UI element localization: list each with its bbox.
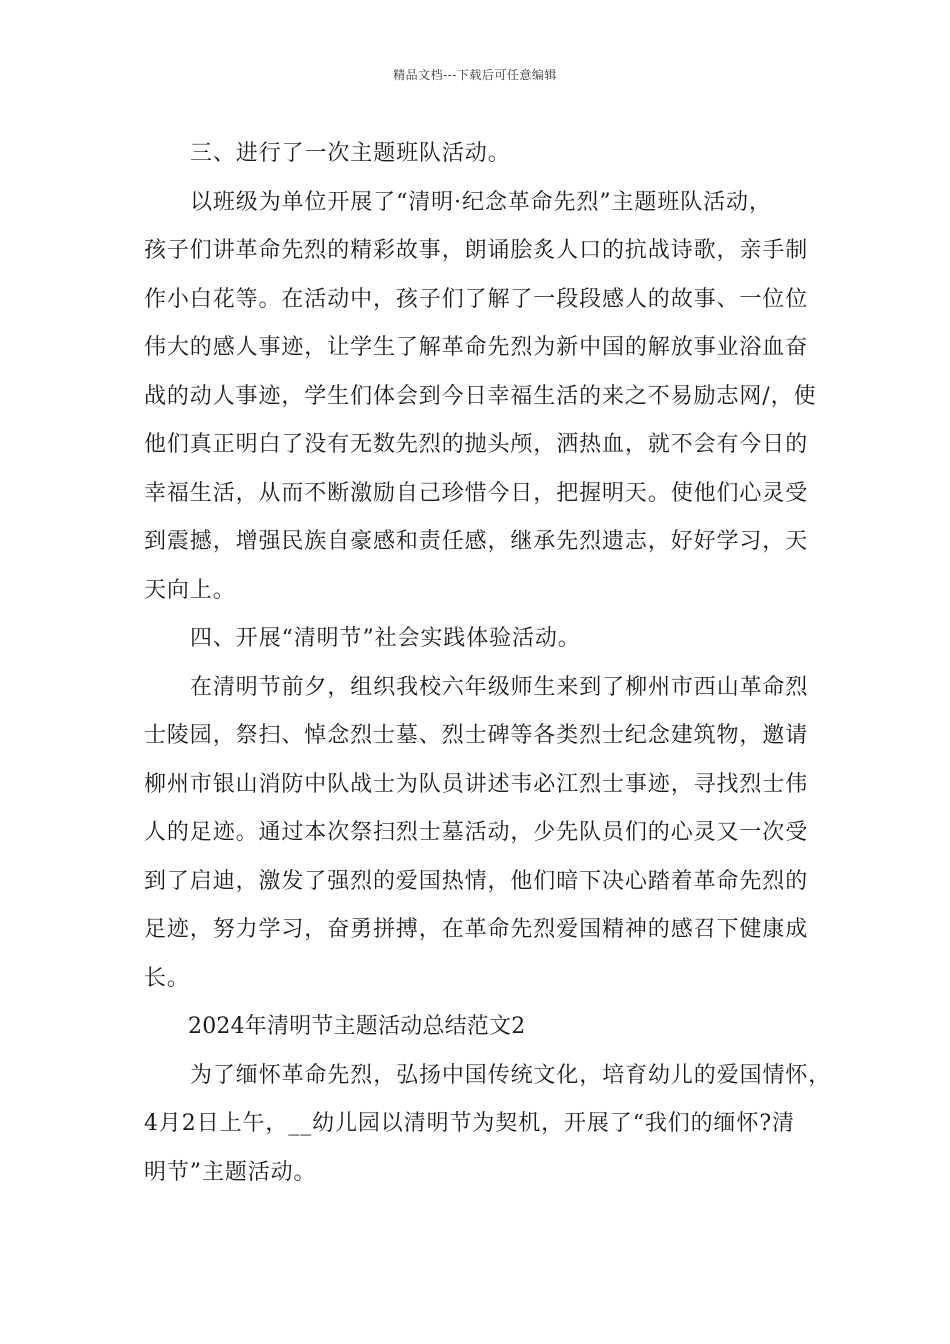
article-title-2: 2024年清明节主题活动总结范文2: [188, 1014, 526, 1039]
page-header: 精品文档---下载后可任意编辑: [393, 68, 557, 82]
paragraph-line: 他们真正明白了没有无数先烈的抛头颅，洒热血，就不会有今日的: [144, 432, 809, 457]
document-body: [144, 130, 832, 1197]
paragraph-line: 孩子们讲革命先烈的精彩故事，朗诵脍炙人口的抗战诗歌，亲手制: [144, 238, 809, 263]
paragraph-line: 以班级为单位开展了“清明·纪念革命先烈”主题班队活动，: [190, 189, 772, 215]
paragraph-line: 到震撼，增强民族自豪感和责任感，继承先烈遗志，好好学习，天: [144, 529, 809, 554]
paragraph-line: 士陵园，祭扫、悼念烈士墓、烈士碑等各类烈士纪念建筑物，邀请: [144, 723, 809, 748]
paragraph-line: 伟大的感人事迹，让学生了解革命先烈为新中国的解放事业浴血奋: [144, 335, 809, 360]
paragraph-line: 为了缅怀革命先烈，弘扬中国传统文化，培育幼儿的爱国情怀，: [190, 1062, 832, 1088]
paragraph-line: 战的动人事迹，学生们体会到今日幸福生活的来之不易励志网/，使: [144, 383, 817, 409]
paragraph-line: 作小白花等。在活动中，孩子们了解了一段段感人的故事、一位位: [144, 286, 809, 312]
paragraph-line: 明节”主题活动。: [144, 1159, 317, 1185]
paragraph-line: 柳州市银山消防中队战士为队员讲述韦必江烈士事迹，寻找烈士伟: [144, 771, 809, 797]
section-heading-4: 四、开展“清明节”社会实践体验活动。: [190, 626, 581, 651]
paragraph-line: 天向上。: [144, 577, 236, 603]
paragraph-line: 长。: [144, 965, 190, 991]
paragraph-line: 幸福生活，从而不断激励自己珍惜今日，把握明天。使他们心灵受: [144, 480, 809, 506]
paragraph-line: 足迹，努力学习，奋勇拼搏，在革命先烈爱国精神的感召下健康成: [144, 917, 809, 942]
paragraph-line: 在清明节前夕，组织我校六年级师生来到了柳州市西山革命烈: [190, 674, 809, 700]
paragraph-line: 人的足迹。通过本次祭扫烈士墓活动，少先队员们的心灵又一次受: [144, 820, 809, 845]
section-heading-3: 三、进行了一次主题班队活动。: [190, 141, 511, 166]
paragraph-line: 4月2日上午，__幼儿园以清明节为契机，开展了“我们的缅怀?清: [144, 1111, 795, 1136]
paragraph-line: 到了启迪，激发了强烈的爱国热情，他们暗下决心踏着革命先烈的: [144, 868, 809, 894]
